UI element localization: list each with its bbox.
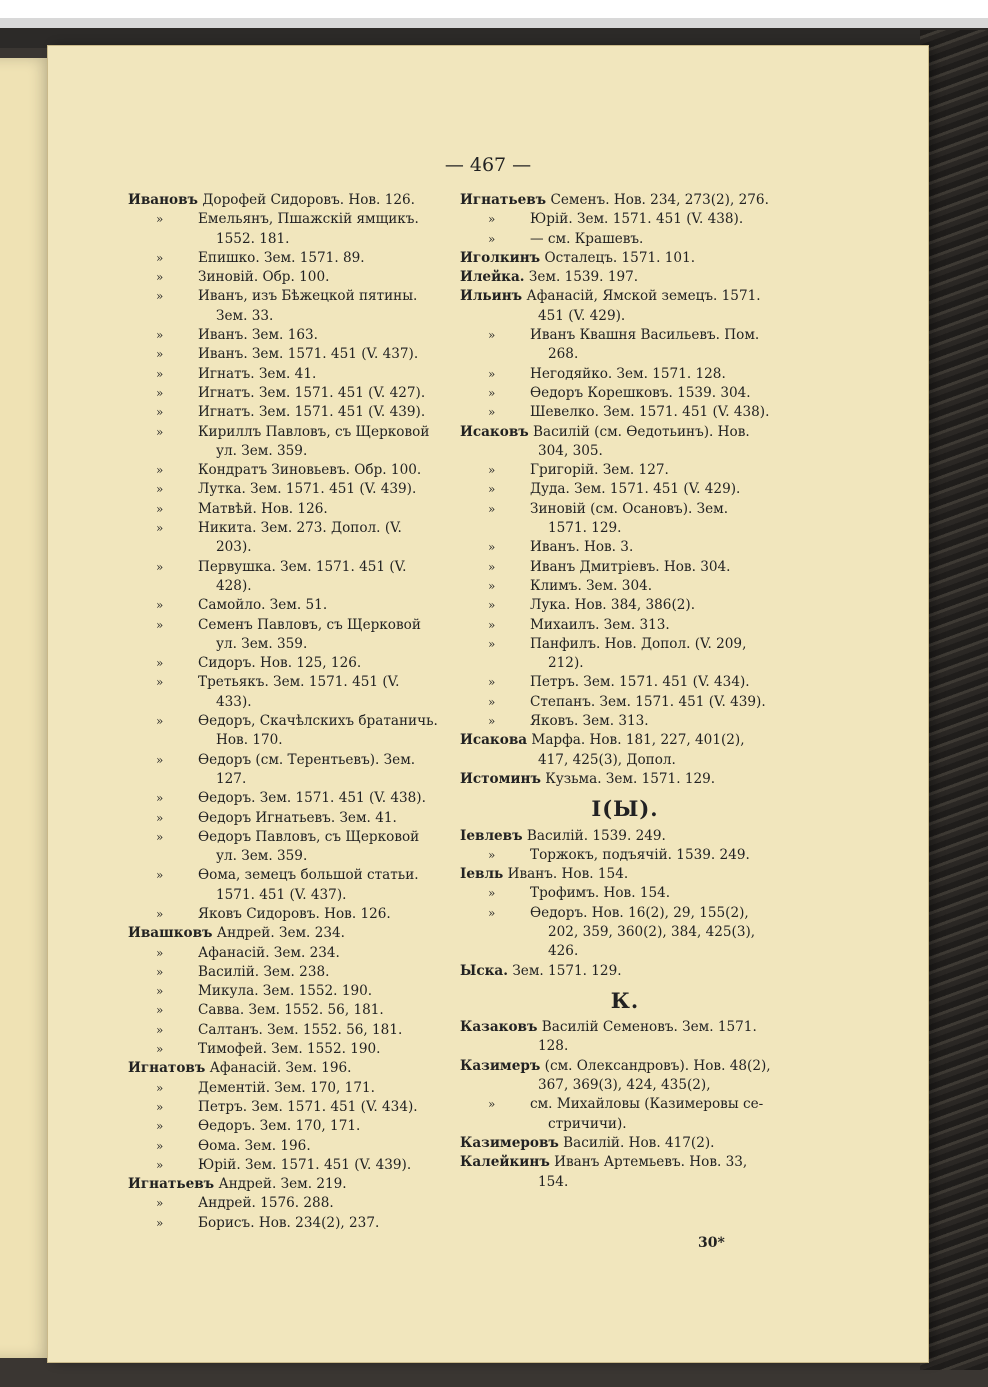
ditto-mark: » — [156, 212, 164, 227]
ditto-mark: » — [156, 752, 164, 767]
subentry-text: Ѳедоръ, Скачѣлскихъ братаничь. — [198, 713, 438, 730]
ditto-mark: » — [156, 714, 164, 729]
index-subentry — [128, 654, 480, 673]
index-subentry — [128, 345, 480, 364]
ditto-mark: » — [488, 559, 496, 574]
index-entry — [460, 865, 790, 884]
entry-surname: Іевлевъ — [460, 827, 523, 844]
ditto-mark: » — [156, 617, 164, 632]
ditto-mark: » — [156, 675, 164, 690]
ditto-mark: » — [156, 791, 164, 806]
ditto-mark: » — [488, 385, 496, 400]
subentry-continuation: Зем. 33. — [216, 307, 274, 324]
index-subentry — [128, 789, 480, 808]
entry-text: Василій (см. Ѳедотьинъ). Нов. — [533, 423, 750, 440]
subentry-text: Афанасій. Зем. 234. — [198, 944, 340, 961]
entry-surname: Илейка. — [460, 269, 525, 286]
ditto-mark: » — [156, 906, 164, 921]
entry-surname: Казимеровъ — [460, 1134, 559, 1151]
index-subentry — [128, 828, 480, 867]
ditto-mark: » — [156, 250, 164, 265]
index-subentry — [460, 558, 790, 577]
ditto-mark: » — [488, 847, 496, 862]
subentry-text: Игнатъ. Зем. 41. — [198, 365, 317, 382]
index-subentry — [128, 423, 480, 462]
subentry-text: Ѳома. Зем. 196. — [198, 1137, 311, 1154]
subentry-text: Трофимъ. Нов. 154. — [530, 885, 671, 902]
subentry-text: Зиновій (см. Осановъ). Зем. — [530, 500, 729, 517]
subentry-continuation: 1552. 181. — [216, 230, 290, 247]
entry-continuation: 154. — [538, 1173, 569, 1190]
index-subentry — [460, 693, 790, 712]
subentry-text: Ѳедоръ. Зем. 170, 171. — [198, 1118, 361, 1135]
ditto-mark: » — [156, 1022, 164, 1037]
entry-surname: Исакова — [460, 732, 528, 749]
entry-text: Иванъ Артемьевъ. Нов. 33, — [554, 1154, 748, 1171]
index-entry — [128, 1175, 480, 1194]
ditto-mark: » — [488, 578, 496, 593]
subentry-text: Дементій. Зем. 170, 171. — [198, 1079, 375, 1096]
ditto-mark: » — [488, 482, 496, 497]
ditto-mark: » — [156, 328, 164, 343]
ditto-mark: » — [156, 1138, 164, 1153]
index-subentry — [128, 480, 480, 499]
ditto-mark: » — [156, 945, 164, 960]
subentry-text: Кириллъ Павловъ, съ Щерковой — [198, 423, 430, 440]
subentry-text: Кондратъ Зиновьевъ. Обр. 100. — [198, 462, 422, 479]
subentry-continuation: ул. Зем. 359. — [216, 442, 308, 459]
subentry-text: Степанъ. Зем. 1571. 451 (V. 439). — [530, 693, 766, 710]
index-subentry — [128, 982, 480, 1001]
index-entry — [460, 1018, 790, 1057]
ditto-mark: » — [488, 905, 496, 920]
subentry-text: Панфилъ. Нов. Допол. (V. 209, — [530, 635, 747, 652]
ditto-mark: » — [156, 1003, 164, 1018]
subentry-text: Лутка. Зем. 1571. 451 (V. 439). — [198, 481, 417, 498]
entry-text: Кузьма. Зем. 1571. 129. — [545, 770, 716, 787]
subentry-text: Торжокъ, подъячій. 1539. 249. — [530, 846, 750, 863]
subentry-text: Семенъ Павловъ, съ Щерковой — [198, 616, 421, 633]
subentry-text: Ѳедоръ (см. Терентьевъ). Зем. — [198, 751, 416, 768]
index-subentry — [460, 384, 790, 403]
entry-surname: Истоминъ — [460, 770, 541, 787]
entry-surname: Исаковъ — [460, 423, 529, 440]
index-subentry — [128, 326, 480, 345]
section-heading: I(Ы). — [591, 796, 659, 822]
index-entry — [460, 962, 790, 981]
ditto-mark: » — [156, 1042, 164, 1057]
subentry-text: Самойло. Зем. 51. — [198, 597, 328, 614]
subentry-continuation: 433). — [216, 693, 252, 710]
ditto-mark: » — [156, 270, 164, 285]
subentry-text: Савва. Зем. 1552. 56, 181. — [198, 1002, 384, 1019]
subentry-text: Игнатъ. Зем. 1571. 451 (V. 439). — [198, 404, 426, 421]
subentry-text: Ѳедоръ Павловъ, съ Щерковой — [198, 828, 420, 845]
ditto-mark: » — [156, 1099, 164, 1114]
entry-text: Афанасій. Зем. 196. — [209, 1060, 352, 1077]
index-subentry — [460, 635, 790, 674]
ditto-mark: » — [156, 1215, 164, 1230]
section-heading: К. — [610, 987, 640, 1013]
index-subentry — [460, 673, 790, 692]
subentry-text: — см. Крашевъ. — [530, 230, 644, 247]
index-subentry — [460, 461, 790, 480]
ditto-mark: » — [156, 656, 164, 671]
index-subentry — [128, 1156, 480, 1175]
ditto-mark: » — [488, 328, 496, 343]
index-subentry — [128, 249, 480, 268]
index-subentry — [128, 712, 480, 751]
subentry-text: Никита. Зем. 273. Допол. (V. — [198, 520, 402, 537]
subentry-continuation: ул. Зем. 359. — [216, 635, 308, 652]
index-subentry — [128, 1117, 480, 1136]
subentry-text: Борисъ. Нов. 234(2), 237. — [198, 1214, 380, 1231]
subentry-text: Сидоръ. Нов. 125, 126. — [198, 655, 362, 672]
subentry-text: Ѳома, земецъ большой статьи. — [198, 867, 419, 884]
entry-text: Василій. 1539. 249. — [526, 827, 666, 844]
ditto-mark: » — [488, 886, 496, 901]
subentry-text: Юрій. Зем. 1571. 451 (V. 438). — [530, 211, 744, 228]
ditto-mark: » — [156, 463, 164, 478]
subentry-text: Микула. Зем. 1552. 190. — [198, 983, 373, 1000]
index-subentry — [128, 809, 480, 828]
ditto-mark: » — [156, 868, 164, 883]
ditto-mark: » — [156, 810, 164, 825]
right-column — [460, 191, 790, 1192]
subentry-text: Петръ. Зем. 1571. 451 (V. 434). — [198, 1098, 418, 1115]
ditto-mark: » — [488, 463, 496, 478]
index-subentry — [128, 1214, 480, 1233]
book-page — [48, 46, 928, 1362]
index-subentry — [128, 963, 480, 982]
entry-continuation: 451 (V. 429). — [538, 307, 626, 324]
index-subentry — [460, 846, 790, 865]
index-subentry — [460, 365, 790, 384]
left-column — [128, 191, 480, 1233]
subentry-text: Иванъ Квашня Васильевъ. Пом. — [530, 327, 760, 344]
entry-continuation: 367, 369(3), 424, 435(2), — [538, 1077, 711, 1094]
ditto-mark: » — [488, 405, 496, 420]
index-subentry — [460, 712, 790, 731]
index-subentry — [460, 210, 790, 229]
index-subentry — [128, 1137, 480, 1156]
index-subentry — [128, 500, 480, 519]
ditto-mark: » — [156, 289, 164, 304]
subentry-text: Емельянъ, Пшажскій ямщикъ. — [198, 211, 419, 228]
subentry-text: Иванъ Дмитріевъ. Нов. 304. — [530, 558, 731, 575]
subentry-continuation: 1571. 451 (V. 437). — [216, 886, 347, 903]
index-subentry — [128, 268, 480, 287]
ditto-mark: » — [156, 347, 164, 362]
ditto-mark: » — [488, 694, 496, 709]
ditto-mark: » — [488, 617, 496, 632]
entry-text: Марфа. Нов. 181, 227, 401(2), — [531, 732, 745, 749]
entry-surname: Ивашковъ — [128, 925, 213, 942]
entry-surname: Игнатьевъ — [128, 1176, 215, 1193]
subentry-text: Шевелко. Зем. 1571. 451 (V. 438). — [530, 404, 770, 421]
subentry-text: Тимофей. Зем. 1552. 190. — [198, 1041, 381, 1058]
ditto-mark: » — [156, 482, 164, 497]
subentry-text: Ѳедоръ Игнатьевъ. Зем. 41. — [198, 809, 397, 826]
index-subentry — [128, 365, 480, 384]
entry-surname: Іевль — [460, 866, 504, 883]
subentry-text: Михаилъ. Зем. 313. — [530, 616, 670, 633]
subentry-continuation: 426. — [548, 943, 579, 960]
entry-text: Дорофей Сидоровъ. Нов. 126. — [202, 192, 415, 208]
entry-text: Семенъ. Нов. 234, 273(2), 276. — [550, 192, 769, 208]
ditto-mark: » — [488, 598, 496, 613]
page-number: — 467 — — [444, 154, 532, 176]
index-entry — [460, 191, 790, 210]
entry-text: Иванъ. Нов. 154. — [507, 866, 629, 883]
ditto-mark: » — [488, 1097, 496, 1112]
ditto-mark: » — [488, 366, 496, 381]
subentry-continuation: 268. — [548, 346, 579, 363]
book-binding — [920, 30, 988, 1370]
index-entry — [460, 827, 790, 846]
index-entry — [460, 770, 790, 789]
subentry-text: Салтанъ. Зем. 1552. 56, 181. — [198, 1021, 403, 1038]
subentry-text: Андрей. 1576. 288. — [198, 1195, 334, 1212]
index-subentry — [128, 558, 480, 597]
ditto-mark: » — [488, 501, 496, 516]
index-subentry — [128, 751, 480, 790]
index-entry — [460, 268, 790, 287]
index-entry — [128, 1059, 480, 1078]
index-entry — [128, 191, 480, 210]
index-subentry — [460, 500, 790, 539]
ditto-mark: » — [156, 829, 164, 844]
index-subentry — [460, 230, 790, 249]
ditto-mark: » — [156, 501, 164, 516]
entry-surname: Ильинъ — [460, 288, 523, 305]
entry-surname: Казаковъ — [460, 1019, 538, 1036]
entry-continuation: 417, 425(3), Допол. — [538, 751, 676, 768]
index-subentry — [128, 905, 480, 924]
subentry-continuation: Нов. 170. — [216, 732, 283, 749]
entry-continuation: 304, 305. — [538, 442, 603, 459]
index-subentry — [460, 616, 790, 635]
entry-text: Василій Семеновъ. Зем. 1571. — [541, 1019, 757, 1036]
ditto-mark: » — [488, 212, 496, 227]
entry-text: Василій. Нов. 417(2). — [563, 1134, 715, 1151]
index-subentry — [128, 210, 480, 249]
ditto-mark: » — [156, 385, 164, 400]
subentry-text: Епишко. Зем. 1571. 89. — [198, 249, 365, 266]
index-subentry — [460, 884, 790, 903]
subentry-continuation: 202, 359, 360(2), 384, 425(3), — [548, 923, 756, 940]
index-entry — [460, 423, 790, 462]
entry-continuation: 128. — [538, 1038, 569, 1055]
index-subentry — [128, 287, 480, 326]
subentry-text: Лука. Нов. 384, 386(2). — [530, 597, 696, 614]
subentry-continuation: 1571. 129. — [548, 520, 622, 537]
subentry-text: Негодяйко. Зем. 1571. 128. — [530, 365, 726, 382]
entry-text: Осталецъ. 1571. 101. — [544, 249, 696, 266]
entry-surname: Иголкинъ — [460, 249, 541, 266]
signature-mark: 30* — [698, 1235, 725, 1251]
ditto-mark: » — [156, 366, 164, 381]
ditto-mark: » — [156, 559, 164, 574]
subentry-text: Иванъ. Зем. 163. — [198, 327, 318, 344]
ditto-mark: » — [156, 964, 164, 979]
index-entry — [460, 1153, 790, 1192]
index-subentry — [460, 596, 790, 615]
index-subentry — [128, 596, 480, 615]
subentry-text: Григорій. Зем. 127. — [530, 462, 669, 479]
entry-text: (см. Олександровъ). Нов. 48(2), — [544, 1057, 771, 1074]
ditto-mark: » — [488, 540, 496, 555]
ditto-mark: » — [156, 521, 164, 536]
subentry-text: Ѳедоръ. Нов. 16(2), 29, 155(2), — [530, 904, 749, 921]
index-entry — [460, 731, 790, 770]
subentry-continuation: стричичи). — [548, 1115, 627, 1132]
index-entry — [460, 1057, 790, 1096]
index-entry — [128, 924, 480, 943]
entry-surname: Игнатовъ — [128, 1060, 206, 1077]
index-subentry — [128, 1040, 480, 1059]
index-subentry — [128, 866, 480, 905]
subentry-text: Яковъ. Зем. 313. — [530, 713, 649, 730]
subentry-text: Василій. Зем. 238. — [198, 963, 330, 980]
entry-text: Андрей. Зем. 234. — [216, 925, 345, 942]
subentry-continuation: 127. — [216, 770, 247, 787]
index-subentry — [128, 1001, 480, 1020]
index-subentry — [128, 616, 480, 655]
index-subentry — [128, 519, 480, 558]
ditto-mark: » — [156, 405, 164, 420]
entry-surname: Калейкинъ — [460, 1154, 550, 1171]
ditto-mark: » — [156, 1196, 164, 1211]
index-subentry — [460, 538, 790, 557]
ditto-mark: » — [156, 1119, 164, 1134]
index-subentry — [128, 461, 480, 480]
index-subentry — [128, 403, 480, 422]
index-subentry — [460, 1095, 790, 1134]
subentry-continuation: 428). — [216, 577, 252, 594]
index-subentry — [128, 384, 480, 403]
ditto-mark: » — [488, 714, 496, 729]
ditto-mark: » — [488, 636, 496, 651]
entry-surname: Ыска. — [460, 962, 508, 979]
entry-text: Андрей. Зем. 219. — [218, 1176, 347, 1193]
ditto-mark: » — [488, 675, 496, 690]
index-entry — [460, 287, 790, 326]
subentry-continuation: 212). — [548, 655, 584, 672]
subentry-text: Климъ. Зем. 304. — [530, 577, 653, 594]
subentry-text: Юрій. Зем. 1571. 451 (V. 439). — [198, 1156, 412, 1173]
entry-surname: Игнатьевъ — [460, 192, 547, 208]
ditto-mark: » — [156, 598, 164, 613]
subentry-text: Ѳедоръ Корешковъ. 1539. 304. — [530, 384, 751, 401]
left-page-edge — [0, 58, 51, 1358]
ditto-mark: » — [488, 231, 496, 246]
index-subentry — [460, 403, 790, 422]
subentry-text: Третьякъ. Зем. 1571. 451 (V. — [198, 674, 400, 691]
subentry-text: см. Михайловы (Казимеровы се- — [530, 1096, 764, 1113]
subentry-text: Зиновій. Обр. 100. — [198, 269, 330, 286]
entry-surname: Ивановъ — [128, 192, 198, 208]
ditto-mark: » — [156, 984, 164, 999]
index-subentry — [128, 1079, 480, 1098]
index-subentry — [128, 1194, 480, 1213]
subentry-text: Ѳедоръ. Зем. 1571. 451 (V. 438). — [198, 790, 426, 807]
ditto-mark: » — [156, 424, 164, 439]
entry-surname: Казимеръ — [460, 1057, 541, 1074]
subentry-text: Иванъ. Нов. 3. — [530, 539, 634, 556]
index-entry — [460, 1134, 790, 1153]
entry-text: Афанасій, Ямской земецъ. 1571. — [526, 288, 761, 305]
index-entry — [460, 249, 790, 268]
index-subentry — [128, 1098, 480, 1117]
subentry-text: Матвѣй. Нов. 126. — [198, 500, 328, 517]
subentry-text: Яковъ Сидоровъ. Нов. 126. — [198, 905, 391, 922]
index-subentry — [460, 480, 790, 499]
scan-background — [0, 0, 988, 48]
subentry-text: Петръ. Зем. 1571. 451 (V. 434). — [530, 674, 750, 691]
index-subentry — [460, 904, 790, 962]
subentry-text: Иванъ, изъ Бѣжецкой пятины. — [198, 288, 418, 305]
index-subentry — [128, 1021, 480, 1040]
index-subentry — [460, 577, 790, 596]
subentry-text: Иванъ. Зем. 1571. 451 (V. 437). — [198, 346, 419, 363]
entry-text: Зем. 1539. 197. — [528, 269, 639, 286]
index-subentry — [128, 944, 480, 963]
entry-text: Зем. 1571. 129. — [512, 962, 622, 979]
ditto-mark: » — [156, 1157, 164, 1172]
index-subentry — [128, 673, 480, 712]
subentry-text: Игнатъ. Зем. 1571. 451 (V. 427). — [198, 384, 426, 401]
index-subentry — [460, 326, 790, 365]
subentry-continuation: ул. Зем. 359. — [216, 848, 308, 865]
subentry-text: Первушка. Зем. 1571. 451 (V. — [198, 558, 407, 575]
subentry-continuation: 203). — [216, 539, 252, 556]
ditto-mark: » — [156, 1080, 164, 1095]
subentry-text: Дуда. Зем. 1571. 451 (V. 429). — [530, 481, 741, 498]
